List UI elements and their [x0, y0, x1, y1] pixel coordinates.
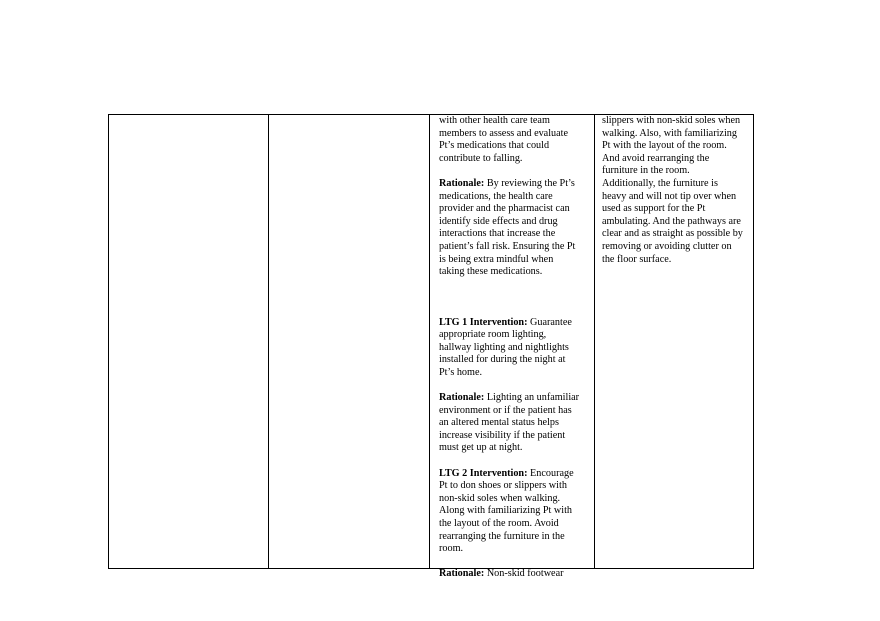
text-line: Pt’s medications that could — [439, 140, 550, 152]
text-line: taking these medications. — [439, 266, 543, 278]
text-line: the floor surface. — [602, 253, 672, 265]
text-line — [439, 317, 579, 330]
text-line — [439, 468, 579, 481]
text-line: provider and the pharmacist can — [439, 203, 570, 215]
text-line: members to assess and evaluate — [439, 127, 569, 139]
text-line: furniture in the room. — [602, 165, 690, 177]
text-line: interactions that increase the — [439, 228, 556, 240]
text-line: increase visibility if the patient — [439, 429, 566, 441]
rationale-footwear-paragraph — [439, 568, 579, 581]
rationale-label: Rationale: — [439, 568, 485, 580]
text-line: Pt’s home. — [439, 366, 483, 378]
column-divider-2 — [429, 115, 430, 568]
text-line: Additionally, the furniture is — [602, 177, 718, 189]
text-line: medications, the health care — [439, 190, 553, 202]
text-line: And avoid rearranging the — [602, 152, 710, 164]
text-line: slippers with non-skid soles when — [602, 115, 741, 126]
text-line — [439, 392, 579, 405]
text-line: Along with familiarizing Pt with — [439, 505, 572, 517]
text-line: must get up at night. — [439, 442, 523, 454]
rationale-medications-paragraph — [439, 178, 579, 279]
ltg1-intervention-label: LTG 1 Intervention: — [439, 316, 528, 328]
rationale-lighting-paragraph — [439, 392, 579, 455]
text-line: an altered mental status helps — [439, 417, 559, 429]
ltg2-intervention-label: LTG 2 Intervention: — [439, 467, 528, 479]
text-run: Guarantee — [527, 316, 572, 328]
text-run: By reviewing the Pt’s — [484, 177, 575, 189]
column-divider-3 — [594, 115, 595, 568]
rationale-label: Rationale: — [439, 392, 485, 404]
text-line: is being extra mindful when — [439, 253, 554, 265]
text-line: heavy and will not tip over when — [602, 190, 737, 202]
text-line: clear and as straight as possible by — [602, 228, 743, 240]
intervention-continued-paragraph — [439, 115, 579, 165]
text-line: ambulating. And the pathways are — [602, 215, 741, 227]
column-divider-1 — [268, 115, 269, 568]
text-line: non-skid soles when walking. — [439, 492, 561, 504]
text-line — [439, 178, 579, 191]
text-line: with other health care team — [439, 115, 550, 126]
rationale-label: Rationale: — [439, 177, 485, 189]
text-run: Lighting an unfamiliar — [484, 392, 580, 404]
text-line: Pt to don shoes or slippers with — [439, 480, 567, 492]
text-line: walking. Also, with familiarizing — [602, 127, 737, 139]
text-line: room. — [439, 543, 464, 555]
text-line: identify side effects and drug — [439, 215, 558, 227]
text-line: patient’s fall risk. Ensuring the Pt — [439, 240, 576, 252]
text-line: installed for during the night at — [439, 354, 566, 366]
text-line — [439, 568, 579, 581]
text-line: appropriate room lighting, — [439, 329, 547, 341]
text-line: environment or if the patient has — [439, 404, 572, 416]
text-run: Encourage — [527, 467, 574, 479]
text-line: the layout of the room. Avoid — [439, 518, 559, 529]
table-cell-rationale-continued — [602, 115, 743, 266]
text-line: used as support for the Pt — [602, 203, 706, 215]
text-line: rearranging the furniture in the — [439, 530, 565, 542]
ltg1-intervention-paragraph — [439, 317, 579, 380]
text-line: Pt with the layout of the room. — [602, 140, 727, 152]
text-run: Non-skid footwear — [484, 568, 564, 580]
text-line: hallway lighting and nightlights — [439, 341, 569, 353]
table-cell-interventions — [439, 115, 579, 581]
ltg2-intervention-paragraph — [439, 468, 579, 556]
care-plan-table — [108, 114, 754, 580]
text-line: contribute to falling. — [439, 152, 523, 164]
text-line: removing or avoiding clutter on — [602, 240, 732, 252]
